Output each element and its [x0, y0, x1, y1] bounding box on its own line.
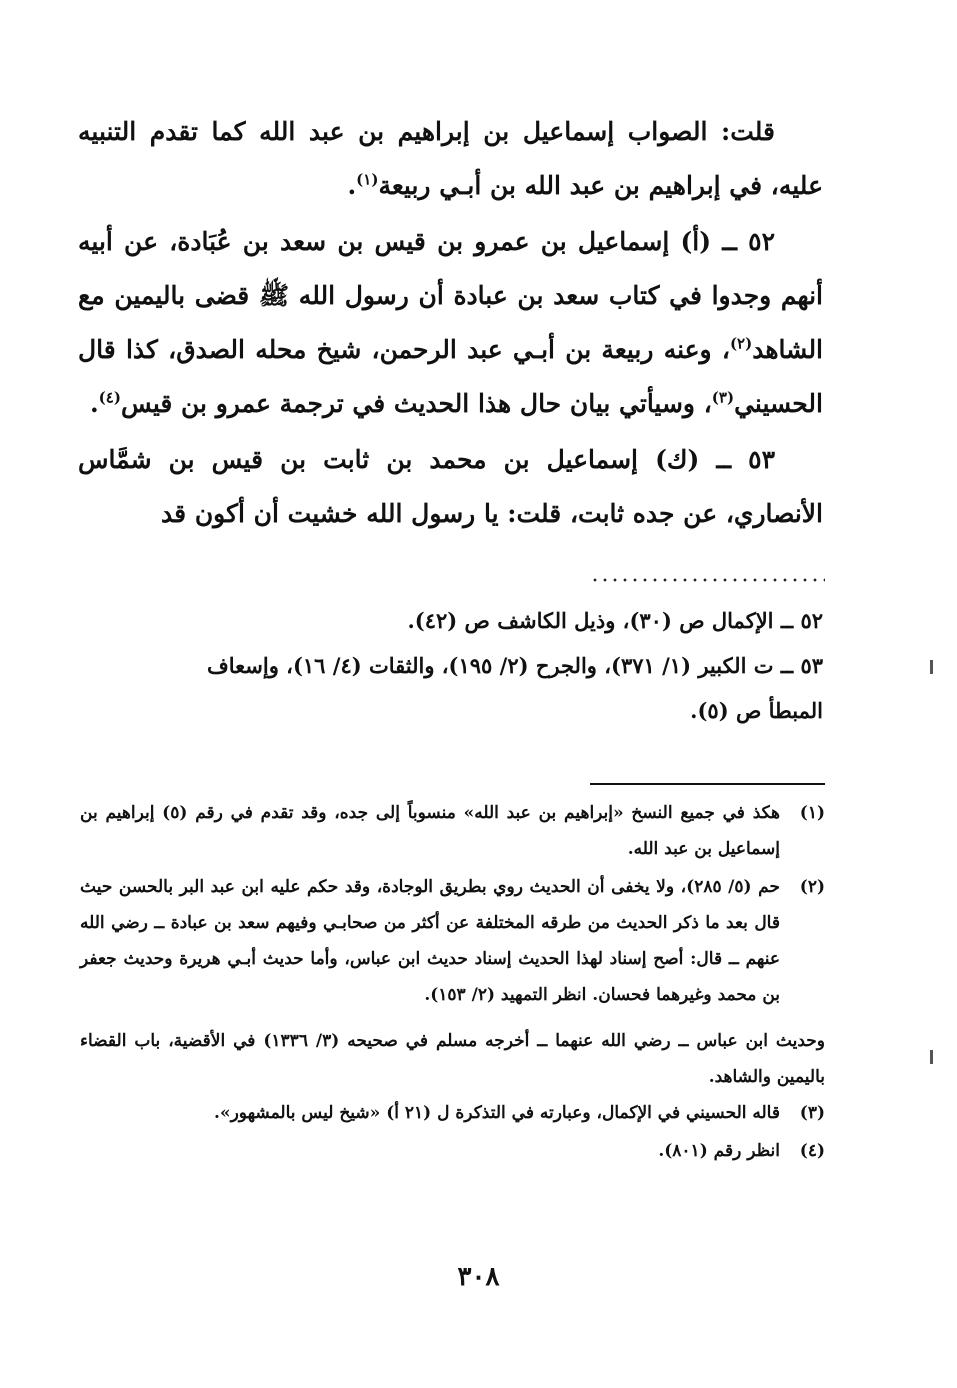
footnote-2-continuation: وحديث ابن عباس ــ رضي الله عنهما ــ أخرجه مسلم في صحيحه (٣/ ١٣٣٦) في الأقضية، باب القضاء باليمين والشاهد. — [80, 1031, 825, 1087]
footnote-ref-4[interactable]: (٤) — [98, 388, 121, 407]
main-paragraph-entry-52 — [78, 215, 823, 431]
footnote-1 — [80, 795, 825, 867]
source-53-line-2: المبطأ ص (٥). — [690, 698, 823, 723]
footnote-text: قاله الحسيني في الإكمال، وعبارته في التذكرة ل (٢١ أ) «شيخ ليس بالمشهور». — [214, 1103, 780, 1123]
footnote-4 — [80, 1133, 825, 1169]
page-number: ٣٠٨ — [457, 1262, 500, 1292]
footnote-ref-1[interactable]: (١) — [356, 170, 379, 189]
paragraph-end: . — [347, 171, 357, 200]
footnote-number: (٣) — [799, 1103, 825, 1123]
main-paragraph-correction — [78, 105, 823, 213]
footnote-text: هكذ في جميع النسخ «إبراهيم بن عبد الله» منسوباً إلى جده، وقد تقدم في رقم (٥) إبراهيم بن إسماعيل بن عبد الله. — [80, 803, 780, 859]
footnote-text: انظر رقم (٨٠١). — [658, 1141, 780, 1161]
source-53-line-1: ٥٣ ــ ت الكبير (١/ ٣٧١)، والجرح (٢/ ١٩٥)، والثقات (٤/ ١٦)، وإسعاف — [206, 653, 823, 678]
scan-mark — [930, 660, 933, 674]
entry-52-text-3: ، وسيأتي بيان حال هذا الحديث في ترجمة عمرو بن قيس — [120, 389, 712, 418]
footnote-text: حم (٥/ ٢٨٥)، ولا يخفى أن الحديث روي بطريق الوجادة، وقد حكم عليه ابن عبد البر بالحسن حيث قال بعد ما ذكر الحديث من طرقه المختلفة عن أكثر من صحابـي وفيهم سعد بن عبادة ــ رضي الله عنهم ــ قال: أصح إسناد لهذا الحديث إسناد حديث ابن عباس، وأما حديث أبـي هريرة وحديث جعفر بن محمد وغيرهما فحسان. انظر التمهيد (٢/ ١٥٣). — [80, 877, 780, 1005]
footnote-number: (٤) — [799, 1141, 825, 1161]
main-paragraph-entry-53 — [78, 433, 823, 541]
dotted-separator — [590, 578, 825, 582]
entry-52-text-2: ، وعنه ربيعة بن أبـي عبد الرحمن، شيخ محله الصدق، كذا قال الحسيني — [78, 335, 823, 418]
sources-block — [78, 598, 823, 733]
entry-53-text: ٥٣ ــ (ك) إسماعيل بن محمد بن ثابت بن قيس بن شمَّاس الأنصاري، عن جده ثابت، قلت: يا رسول الله خشيت أن أكون قد — [78, 445, 823, 528]
footnote-ref-3[interactable]: (٣) — [711, 388, 735, 407]
entry-52-end: . — [89, 389, 99, 418]
footnote-number: (٢) — [799, 877, 825, 897]
footnote-3 — [80, 1095, 825, 1131]
footnotes-block — [80, 795, 825, 1171]
footnote-ref-2[interactable]: (٢) — [729, 334, 753, 353]
source-52: ٥٢ ــ الإكمال ص (٣٠)، وذيل الكاشف ص (٤٢). — [407, 608, 823, 633]
footnote-number: (١) — [799, 803, 825, 823]
footnote-2 — [80, 869, 825, 1013]
scan-mark — [930, 1050, 933, 1064]
paragraph-text: قلت: الصواب إسماعيل بن إبراهيم بن عبد الله كما تقدم التنبيه عليه، في إبراهيم بن عبد الله بن أبـي ربيعة — [78, 117, 823, 200]
entry-52-text-1: ٥٢ ــ (أ) إسماعيل بن عمرو بن قيس بن سعد بن عُبَادة، عن أبيه أنهم وجدوا في كتاب سعد بن عبادة أن رسول الله ﷺ قضى باليمين مع الشاهد — [78, 227, 824, 364]
footnote-divider — [590, 783, 825, 785]
